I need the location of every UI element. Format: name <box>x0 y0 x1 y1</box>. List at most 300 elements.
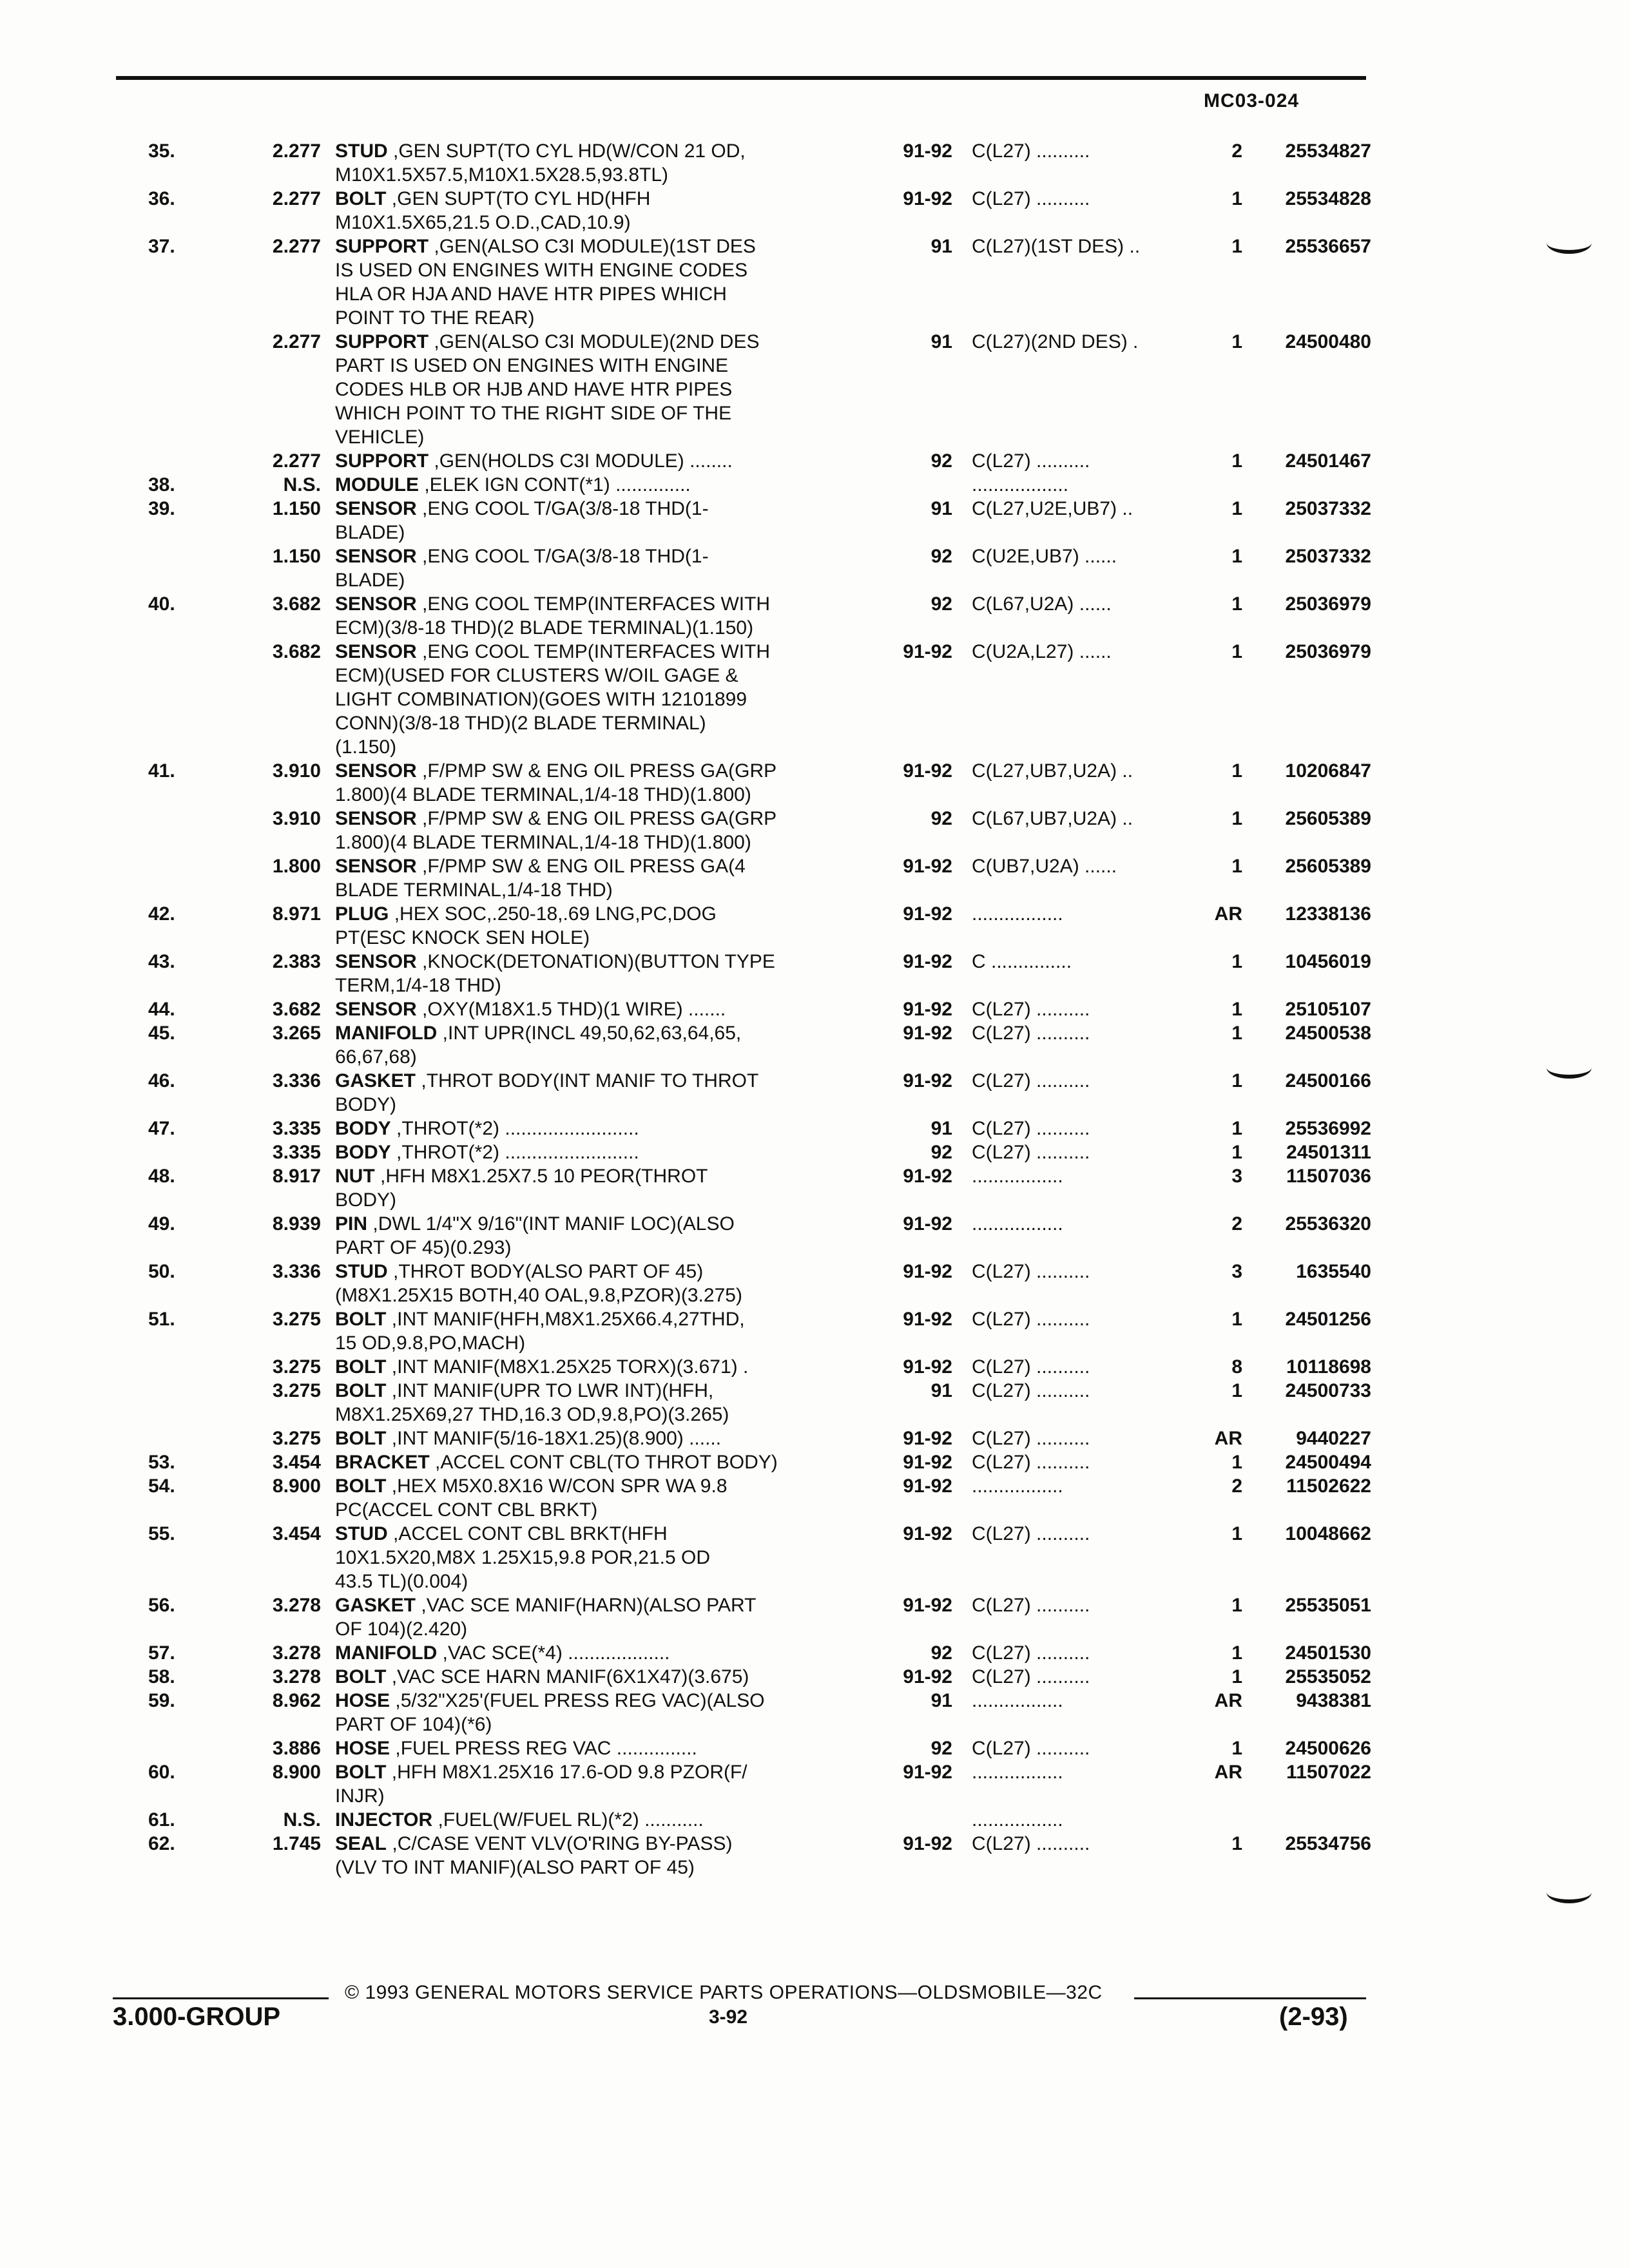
description <box>335 1307 875 1355</box>
quantity: 1 <box>1231 856 1242 877</box>
quantity: 1 <box>1231 1595 1242 1616</box>
item-number: 51. <box>148 1309 175 1330</box>
model-year: 91-92 <box>903 903 952 925</box>
table-row <box>148 139 1373 187</box>
part-description: ,ENG COOL T/GA(3/8-18 THD(1- BLADE) <box>335 498 709 543</box>
item-number: 38. <box>148 474 175 495</box>
part-name: STUD <box>335 140 388 162</box>
part-name: SUPPORT <box>335 236 429 257</box>
part-number: 10118698 <box>1286 1356 1371 1378</box>
part-name: BOLT <box>335 1475 387 1497</box>
group-number: 8.900 <box>272 1762 321 1783</box>
item-number: 45. <box>148 1023 175 1044</box>
part-description: ,GEN(ALSO C3I MODULE)(2ND DES PART IS USED ON ENGINES WITH ENGINE CODES HLB OR HJB AND HAVE HTR PIPES WHICH POINT TO THE RIGHT SIDE OF THE VEHICLE) <box>335 331 760 448</box>
part-number: 24500538 <box>1285 1023 1371 1044</box>
part-name: SENSOR <box>335 808 417 829</box>
part-description: ,HFH M8X1.25X16 17.6-OD 9.8 PZOR(F/ INJR) <box>335 1762 747 1807</box>
table-row <box>148 1069 1373 1117</box>
description <box>335 1593 875 1641</box>
table-row <box>148 544 1373 592</box>
model-code: ................. <box>972 1475 1063 1497</box>
model-year: 91-92 <box>903 856 952 877</box>
part-description: ,GEN(ALSO C3I MODULE)(1ST DES IS USED ON ENGINES WITH ENGINE CODES HLA OR HJA AND HAVE HTR PIPES WHICH POINT TO THE REAR) <box>335 236 756 329</box>
description <box>335 1140 875 1164</box>
part-description: ,THROT BODY(ALSO PART OF 45) (M8X1.25X15 BOTH,40 OAL,9.8,PZOR)(3.275) <box>335 1261 742 1306</box>
group-number: 3.682 <box>272 641 321 662</box>
part-name: SUPPORT <box>335 331 429 352</box>
item-number: 59. <box>148 1690 175 1711</box>
part-number: 1635540 <box>1296 1261 1371 1282</box>
description <box>335 1665 875 1689</box>
part-description: ,INT MANIF(HFH,M8X1.25X66.4,27THD, 15 OD,9.8,PO,MACH) <box>335 1309 745 1354</box>
model-code: C ............... <box>972 951 1072 972</box>
model-code: C(U2E,UB7) ...... <box>972 546 1117 567</box>
quantity: 1 <box>1231 1738 1242 1759</box>
model-year: 92 <box>930 450 952 472</box>
description <box>335 854 875 902</box>
table-row <box>148 759 1373 807</box>
quantity: 1 <box>1231 1142 1242 1163</box>
quantity: 2 <box>1231 140 1242 162</box>
part-description: ,VAC SCE MANIF(HARN)(ALSO PART OF 104)(2.420) <box>335 1595 757 1640</box>
table-row <box>148 1736 1373 1760</box>
item-number: 44. <box>148 999 175 1020</box>
item-number: 57. <box>148 1642 175 1664</box>
part-description: ,GEN SUPT(TO CYL HD(W/CON 21 OD, M10X1.5X57.5,M10X1.5X28.5,93.8TL) <box>335 140 746 186</box>
group-number: 3.682 <box>272 999 321 1020</box>
part-description: ,HFH M8X1.25X7.5 10 PEOR(THROT BODY) <box>335 1166 708 1211</box>
part-name: PLUG <box>335 903 389 925</box>
quantity: 1 <box>1231 1023 1242 1044</box>
part-description: ,INT MANIF(M8X1.25X25 TORX)(3.671) . <box>391 1356 749 1378</box>
group-number: 3.910 <box>272 760 321 782</box>
part-name: SENSOR <box>335 641 417 662</box>
item-number: 62. <box>148 1833 175 1854</box>
table-row <box>148 902 1373 950</box>
description <box>335 1379 875 1427</box>
part-number: 10456019 <box>1285 951 1371 972</box>
model-year: 91-92 <box>903 1762 952 1783</box>
part-description: ,KNOCK(DETONATION)(BUTTON TYPE TERM,1/4-18 THD) <box>335 951 775 996</box>
part-name: BOLT <box>335 1356 387 1378</box>
item-number: 39. <box>148 498 175 519</box>
description <box>335 330 875 449</box>
description <box>335 544 875 592</box>
part-name: NUT <box>335 1166 375 1187</box>
description <box>335 807 875 854</box>
footer-copyright: © 1993 GENERAL MOTORS SERVICE PARTS OPERATIONS—OLDSMOBILE—32C <box>345 1982 1103 2003</box>
model-year: 91-92 <box>903 951 952 972</box>
group-number: N.S. <box>283 1809 321 1831</box>
table-row <box>148 854 1373 902</box>
item-number: 50. <box>148 1261 175 1282</box>
part-name: BOLT <box>335 1666 387 1687</box>
group-number: 1.745 <box>272 1833 321 1854</box>
part-name: SENSOR <box>335 593 417 615</box>
item-number: 61. <box>148 1809 175 1831</box>
quantity: 1 <box>1231 331 1242 352</box>
model-code: ................. <box>972 1762 1063 1783</box>
model-code: C(L27) .......... <box>972 1118 1090 1139</box>
item-number: 60. <box>148 1762 175 1783</box>
model-year: 91 <box>930 1380 952 1401</box>
description <box>335 1427 875 1450</box>
footer-rule-left <box>113 1997 329 1999</box>
table-row <box>148 1140 1373 1164</box>
quantity: 2 <box>1231 1213 1242 1235</box>
model-code: C(L27) .......... <box>972 450 1090 472</box>
quantity: 1 <box>1231 1523 1242 1544</box>
model-code: C(L27) .......... <box>972 1595 1090 1616</box>
footer-date: (2-93) <box>1279 2003 1348 2031</box>
table-row <box>148 997 1373 1021</box>
description <box>335 997 875 1021</box>
model-year: 91 <box>930 1690 952 1711</box>
part-name: SENSOR <box>335 999 417 1020</box>
model-year: 91-92 <box>903 1475 952 1497</box>
model-code: ................. <box>972 1809 1063 1831</box>
part-number: 24500480 <box>1285 331 1371 352</box>
table-row <box>148 1379 1373 1427</box>
quantity: 1 <box>1231 1666 1242 1687</box>
part-description: ,F/PMP SW & ENG OIL PRESS GA(4 BLADE TERMINAL,1/4-18 THD) <box>335 856 746 901</box>
part-description: ,ACCEL CONT CBL BRKT(HFH 10X1.5X20,M8X 1.25X15,9.8 POR,21.5 OD 43.5 TL)(0.004) <box>335 1523 711 1592</box>
part-number: 11502622 <box>1286 1475 1371 1497</box>
description <box>335 1522 875 1593</box>
description <box>335 902 875 950</box>
part-number: 25534756 <box>1285 1833 1371 1854</box>
part-number: 25534827 <box>1285 140 1371 162</box>
model-year: 91 <box>930 498 952 519</box>
model-year: 91 <box>930 1118 952 1139</box>
part-description: ,C/CASE VENT VLV(O'RING BY-PASS) (VLV TO INT MANIF)(ALSO PART OF 45) <box>335 1833 733 1878</box>
table-row <box>148 1593 1373 1641</box>
model-code: C(L27) .......... <box>972 140 1090 162</box>
part-number: 24500494 <box>1285 1452 1371 1473</box>
description <box>335 497 875 544</box>
group-number: 8.962 <box>272 1690 321 1711</box>
group-number: 2.383 <box>272 951 321 972</box>
part-number: 24501467 <box>1285 450 1371 472</box>
group-number: 3.275 <box>272 1428 321 1449</box>
model-code: C(L27) .......... <box>972 1142 1090 1163</box>
description <box>335 1808 875 1832</box>
quantity: 1 <box>1231 951 1242 972</box>
model-year: 91-92 <box>903 1309 952 1330</box>
model-code: ................. <box>972 903 1063 925</box>
part-number: 10206847 <box>1285 760 1371 782</box>
item-number: 48. <box>148 1166 175 1187</box>
part-description: ,INT UPR(INCL 49,50,62,63,64,65, 66,67,68) <box>335 1023 742 1068</box>
model-year: 91-92 <box>903 641 952 662</box>
footer-rule-right <box>1134 1997 1366 1999</box>
description <box>335 1736 875 1760</box>
quantity: 1 <box>1231 593 1242 615</box>
part-name: GASKET <box>335 1595 416 1616</box>
part-description: ,ENG COOL T/GA(3/8-18 THD(1- BLADE) <box>335 546 709 591</box>
model-code: C(UB7,U2A) ...... <box>972 856 1117 877</box>
table-row <box>148 1307 1373 1355</box>
description <box>335 1212 875 1260</box>
quantity: 3 <box>1231 1261 1242 1282</box>
item-number: 46. <box>148 1070 175 1091</box>
model-code: C(L27) .......... <box>972 1261 1090 1282</box>
part-number: 24500733 <box>1285 1380 1371 1401</box>
group-number: 2.277 <box>272 450 321 472</box>
table-row <box>148 1355 1373 1379</box>
model-code: C(L67,U2A) ...... <box>972 593 1112 615</box>
description <box>335 592 875 640</box>
model-code: C(L27) .......... <box>972 1738 1090 1759</box>
part-number: 25535051 <box>1285 1595 1371 1616</box>
model-year: 91-92 <box>903 1070 952 1091</box>
table-row <box>148 235 1373 330</box>
model-year: 91-92 <box>903 1213 952 1235</box>
part-number: 24501256 <box>1285 1309 1371 1330</box>
part-description: ,HEX SOC,.250-18,.69 LNG,PC,DOG PT(ESC KNOCK SEN HOLE) <box>335 903 717 948</box>
description <box>335 187 875 235</box>
part-description: ,ENG COOL TEMP(INTERFACES WITH ECM)(3/8-18 THD)(2 BLADE TERMINAL)(1.150) <box>335 593 771 639</box>
item-number: 56. <box>148 1595 175 1616</box>
part-description: ,F/PMP SW & ENG OIL PRESS GA(GRP 1.800)(4 BLADE TERMINAL,1/4-18 THD)(1.800) <box>335 808 777 853</box>
model-code: C(L27) .......... <box>972 1642 1090 1664</box>
part-name: BOLT <box>335 1762 387 1783</box>
table-row <box>148 1760 1373 1808</box>
model-year: 91-92 <box>903 188 952 209</box>
model-year: 92 <box>930 808 952 829</box>
table-row <box>148 1450 1373 1474</box>
part-number: 25036979 <box>1285 593 1371 615</box>
model-code: C(L27) .......... <box>972 188 1090 209</box>
part-description: ,FUEL PRESS REG VAC ............... <box>395 1738 697 1759</box>
quantity: AR <box>1214 1762 1242 1783</box>
group-number: 3.454 <box>272 1452 321 1473</box>
group-number: 3.336 <box>272 1261 321 1282</box>
part-number: 25605389 <box>1285 808 1371 829</box>
group-number: 2.277 <box>272 236 321 257</box>
group-number: 1.150 <box>272 498 321 519</box>
group-number: 8.971 <box>272 903 321 925</box>
group-number: N.S. <box>283 474 321 495</box>
table-row <box>148 1665 1373 1689</box>
group-number: 8.900 <box>272 1475 321 1497</box>
part-name: BOLT <box>335 1309 387 1330</box>
item-number: 35. <box>148 140 175 162</box>
group-number: 8.917 <box>272 1166 321 1187</box>
model-year: 91-92 <box>903 1356 952 1378</box>
part-description: ,GEN SUPT(TO CYL HD(HFH M10X1.5X65,21.5 O.D.,CAD,10.9) <box>335 188 651 233</box>
table-row <box>148 330 1373 449</box>
table-row <box>148 1212 1373 1260</box>
binder-mark <box>1547 1881 1592 1903</box>
catalog-code: MC03-024 <box>1204 90 1300 111</box>
group-number: 3.886 <box>272 1738 321 1759</box>
table-row <box>148 1689 1373 1736</box>
group-number: 2.277 <box>272 331 321 352</box>
description <box>335 449 875 473</box>
part-number: 11507022 <box>1286 1762 1371 1783</box>
part-name: STUD <box>335 1523 388 1544</box>
model-code: C(L27) .......... <box>972 1833 1090 1854</box>
part-name: SEAL <box>335 1833 387 1854</box>
part-number: 25037332 <box>1285 498 1371 519</box>
part-number: 25536320 <box>1285 1213 1371 1235</box>
quantity: AR <box>1214 1428 1242 1449</box>
quantity: 1 <box>1231 1070 1242 1091</box>
description <box>335 1021 875 1069</box>
description <box>335 1355 875 1379</box>
item-number: 41. <box>148 760 175 782</box>
group-number: 8.939 <box>272 1213 321 1235</box>
model-code: C(L27) .......... <box>972 1309 1090 1330</box>
part-description: ,VAC SCE(*4) ................... <box>442 1642 670 1664</box>
description <box>335 1450 875 1474</box>
description <box>335 759 875 807</box>
footer-group: 3.000-GROUP <box>113 2003 281 2031</box>
item-number: 42. <box>148 903 175 925</box>
group-number: 3.335 <box>272 1118 321 1139</box>
group-number: 2.277 <box>272 140 321 162</box>
quantity: 1 <box>1231 1309 1242 1330</box>
group-number: 3.454 <box>272 1523 321 1544</box>
description <box>335 950 875 997</box>
table-row <box>148 497 1373 544</box>
table-row <box>148 1832 1373 1879</box>
part-name: SENSOR <box>335 546 417 567</box>
part-name: PIN <box>335 1213 368 1235</box>
part-description: ,THROT(*2) ......................... <box>396 1142 639 1163</box>
part-name: SENSOR <box>335 498 417 519</box>
model-code: C(L27) .......... <box>972 1666 1090 1687</box>
part-name: GASKET <box>335 1070 416 1091</box>
quantity: AR <box>1214 1690 1242 1711</box>
quantity: 1 <box>1231 1118 1242 1139</box>
description <box>335 1164 875 1212</box>
table-row <box>148 1522 1373 1593</box>
part-name: STUD <box>335 1261 388 1282</box>
group-number: 3.682 <box>272 593 321 615</box>
quantity: 1 <box>1231 1380 1242 1401</box>
description <box>335 1760 875 1808</box>
model-year: 91-92 <box>903 1261 952 1282</box>
model-year: 91-92 <box>903 140 952 162</box>
description <box>335 1641 875 1665</box>
part-number: 24501530 <box>1285 1642 1371 1664</box>
model-code: C(L27) .......... <box>972 1356 1090 1378</box>
part-description: ,OXY(M18X1.5 THD)(1 WIRE) ....... <box>422 999 726 1020</box>
table-row <box>148 1641 1373 1665</box>
group-number: 3.278 <box>272 1666 321 1687</box>
model-code: C(L27)(1ST DES) .. <box>972 236 1141 257</box>
quantity: 3 <box>1231 1166 1242 1187</box>
model-code: ................. <box>972 1690 1063 1711</box>
group-number: 3.265 <box>272 1023 321 1044</box>
part-name: HOSE <box>335 1690 390 1711</box>
model-year: 91-92 <box>903 760 952 782</box>
model-year: 91-92 <box>903 1166 952 1187</box>
group-number: 3.910 <box>272 808 321 829</box>
model-year: 92 <box>930 546 952 567</box>
part-number: 25605389 <box>1285 856 1371 877</box>
model-year: 91 <box>930 331 952 352</box>
binder-mark <box>1547 232 1592 254</box>
part-number: 25536657 <box>1285 236 1371 257</box>
group-number: 2.277 <box>272 188 321 209</box>
quantity: 1 <box>1231 999 1242 1020</box>
part-number: 9440227 <box>1296 1428 1371 1449</box>
model-year: 91-92 <box>903 1833 952 1854</box>
description <box>335 1069 875 1117</box>
part-number: 10048662 <box>1285 1523 1371 1544</box>
part-number: 24500626 <box>1285 1738 1371 1759</box>
part-description: ,HEX M5X0.8X16 W/CON SPR WA 9.8 PC(ACCEL CONT CBL BRKT) <box>335 1475 728 1521</box>
item-number: 47. <box>148 1118 175 1139</box>
part-description: ,INT MANIF(5/16-18X1.25)(8.900) ...... <box>391 1428 722 1449</box>
model-code: C(L27) .......... <box>972 1380 1090 1401</box>
group-number: 1.800 <box>272 856 321 877</box>
part-name: SENSOR <box>335 951 417 972</box>
part-description: ,F/PMP SW & ENG OIL PRESS GA(GRP 1.800)(4 BLADE TERMINAL,1/4-18 THD)(1.800) <box>335 760 777 805</box>
group-number: 3.278 <box>272 1642 321 1664</box>
quantity: 1 <box>1231 1642 1242 1664</box>
model-code: C(L27,U2E,UB7) .. <box>972 498 1133 519</box>
part-name: SENSOR <box>335 856 417 877</box>
part-description: ,FUEL(W/FUEL RL)(*2) ........... <box>438 1809 704 1831</box>
part-description: ,VAC SCE HARN MANIF(6X1X47)(3.675) <box>391 1666 749 1687</box>
part-description: ,THROT(*2) ......................... <box>396 1118 639 1139</box>
table-row <box>148 640 1373 759</box>
model-year: 92 <box>930 1642 952 1664</box>
description <box>335 473 875 497</box>
model-year: 91-92 <box>903 1452 952 1473</box>
model-code: C(L27) .......... <box>972 1070 1090 1091</box>
quantity: 1 <box>1231 808 1242 829</box>
part-number: 25535052 <box>1285 1666 1371 1687</box>
description <box>335 139 875 187</box>
description <box>335 1117 875 1140</box>
model-code: .................. <box>972 474 1069 495</box>
item-number: 40. <box>148 593 175 615</box>
part-name: HOSE <box>335 1738 390 1759</box>
quantity: 1 <box>1231 1452 1242 1473</box>
part-description: ,5/32"X25'(FUEL PRESS REG VAC)(ALSO PART OF 104)(*6) <box>335 1690 765 1735</box>
model-year: 91-92 <box>903 1428 952 1449</box>
model-year: 91-92 <box>903 1023 952 1044</box>
quantity: 1 <box>1231 236 1242 257</box>
part-name: MANIFOLD <box>335 1023 438 1044</box>
item-number: 37. <box>148 236 175 257</box>
model-year: 91-92 <box>903 1595 952 1616</box>
model-code: C(L27) .......... <box>972 1023 1090 1044</box>
part-description: ,ACCEL CONT CBL(TO THROT BODY) <box>435 1452 778 1473</box>
quantity: 1 <box>1231 450 1242 472</box>
model-code: C(L27) .......... <box>972 1428 1090 1449</box>
model-code: ................. <box>972 1166 1063 1187</box>
quantity: 1 <box>1231 188 1242 209</box>
quantity: 1 <box>1231 641 1242 662</box>
part-number: 25534828 <box>1285 188 1371 209</box>
item-number: 43. <box>148 951 175 972</box>
table-row <box>148 1164 1373 1212</box>
part-name: SUPPORT <box>335 450 429 472</box>
part-number: 11507036 <box>1286 1166 1371 1187</box>
model-year: 91 <box>930 236 952 257</box>
binder-mark <box>1547 1057 1592 1079</box>
quantity: 8 <box>1231 1356 1242 1378</box>
part-number: 25037332 <box>1285 546 1371 567</box>
model-code: C(L27,UB7,U2A) .. <box>972 760 1133 782</box>
description <box>335 1260 875 1307</box>
